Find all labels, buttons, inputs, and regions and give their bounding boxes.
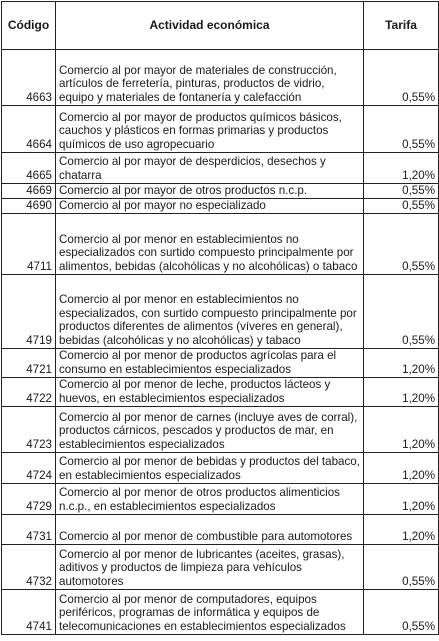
cell-codigo: 4724 bbox=[2, 453, 56, 484]
cell-actividad: Comercio al por mayor de materiales de construcción, artículos de ferretería, pinturas, productos de vidrio, equipo y materiales de fontanería y calefacción bbox=[56, 50, 364, 106]
cell-tarifa: 0,55% bbox=[364, 545, 439, 590]
cell-tarifa: 0,55% bbox=[364, 275, 439, 349]
table-row bbox=[2, 545, 439, 590]
cell-actividad: Comercio al por menor de productos agrícolas para el consumo en establecimientos especializados bbox=[56, 349, 364, 378]
cell-tarifa: 0,55% bbox=[364, 214, 439, 275]
table-row bbox=[2, 153, 439, 184]
table-row bbox=[2, 515, 439, 545]
cell-codigo: 4665 bbox=[2, 153, 56, 184]
tariff-table bbox=[1, 1, 439, 635]
cell-tarifa: 0,55% bbox=[364, 50, 439, 106]
cell-tarifa: 1,20% bbox=[364, 515, 439, 545]
cell-codigo: 4723 bbox=[2, 407, 56, 453]
cell-codigo: 4732 bbox=[2, 545, 56, 590]
cell-codigo: 4711 bbox=[2, 214, 56, 275]
cell-codigo: 4721 bbox=[2, 349, 56, 378]
table-row bbox=[2, 407, 439, 453]
cell-codigo: 4690 bbox=[2, 199, 56, 214]
table-row bbox=[2, 484, 439, 515]
cell-actividad: Comercio al por mayor de productos químicos básicos, cauchos y plásticos en formas primarias y productos químicos de uso agropecuario bbox=[56, 106, 364, 153]
cell-tarifa: 1,20% bbox=[364, 349, 439, 378]
cell-actividad: Comercio al por menor de leche, productos lácteos y huevos, en establecimientos especializados bbox=[56, 378, 364, 407]
cell-codigo: 4669 bbox=[2, 184, 56, 199]
cell-codigo: 4664 bbox=[2, 106, 56, 153]
cell-actividad: Comercio al por menor de bebidas y productos del tabaco, en establecimientos especializados bbox=[56, 453, 364, 484]
cell-tarifa: 0,55% bbox=[364, 184, 439, 199]
cell-codigo: 4719 bbox=[2, 275, 56, 349]
cell-actividad: Comercio al por menor de combustible para automotores bbox=[56, 515, 364, 545]
cell-actividad: Comercio al por menor en establecimientos no especializados con surtido compuesto principalmente por alimentos, bebidas (alcohólicas y no alcohólicas) o tabaco bbox=[56, 214, 364, 275]
table-row bbox=[2, 590, 439, 635]
cell-actividad: Comercio al por mayor de desperdicios, desechos y chatarra bbox=[56, 153, 364, 184]
cell-tarifa: 1,20% bbox=[364, 153, 439, 184]
header-row bbox=[2, 2, 439, 50]
cell-codigo: 4663 bbox=[2, 50, 56, 106]
table-row bbox=[2, 106, 439, 153]
table-row bbox=[2, 199, 439, 214]
cell-tarifa: 1,20% bbox=[364, 407, 439, 453]
table-row bbox=[2, 349, 439, 378]
cell-codigo: 4741 bbox=[2, 590, 56, 635]
cell-tarifa: 1,20% bbox=[364, 378, 439, 407]
table-row bbox=[2, 184, 439, 199]
tariff-table-container bbox=[1, 1, 439, 635]
table-row bbox=[2, 214, 439, 275]
cell-actividad: Comercio al por menor de computadores, equipos periféricos, programas de informática y equipos de telecomunicaciones en establecimientos especializados bbox=[56, 590, 364, 635]
cell-codigo: 4729 bbox=[2, 484, 56, 515]
cell-actividad: Comercio al por menor de lubricantes (aceites, grasas), aditivos y productos de limpieza para vehículos automotores bbox=[56, 545, 364, 590]
table-row bbox=[2, 275, 439, 349]
cell-tarifa: 0,55% bbox=[364, 199, 439, 214]
cell-tarifa: 0,55% bbox=[364, 106, 439, 153]
cell-codigo: 4722 bbox=[2, 378, 56, 407]
cell-tarifa: 1,20% bbox=[364, 484, 439, 515]
cell-actividad: Comercio al por mayor no especializado bbox=[56, 199, 364, 214]
table-row bbox=[2, 378, 439, 407]
header-tarifa: Tarifa bbox=[364, 2, 439, 50]
table-row bbox=[2, 50, 439, 106]
cell-tarifa: 0,55% bbox=[364, 590, 439, 635]
cell-actividad: Comercio al por menor de carnes (incluye aves de corral), productos cárnicos, pescados y productos de mar, en establecimientos especializados bbox=[56, 407, 364, 453]
table-row bbox=[2, 453, 439, 484]
cell-codigo: 4731 bbox=[2, 515, 56, 545]
cell-actividad: Comercio al por menor en establecimientos no especializados, con surtido compuesto principalmente por productos diferentes de alimentos (víveres en general), bebidas (alcohólicas y no alcohólicas) y tabaco bbox=[56, 275, 364, 349]
header-codigo: Código bbox=[2, 2, 56, 50]
cell-actividad: Comercio al por mayor de otros productos n.c.p. bbox=[56, 184, 364, 199]
header-actividad: Actividad económica bbox=[56, 2, 364, 50]
cell-actividad: Comercio al por menor de otros productos alimenticios n.c.p., en establecimientos especializados bbox=[56, 484, 364, 515]
cell-tarifa: 1,20% bbox=[364, 453, 439, 484]
